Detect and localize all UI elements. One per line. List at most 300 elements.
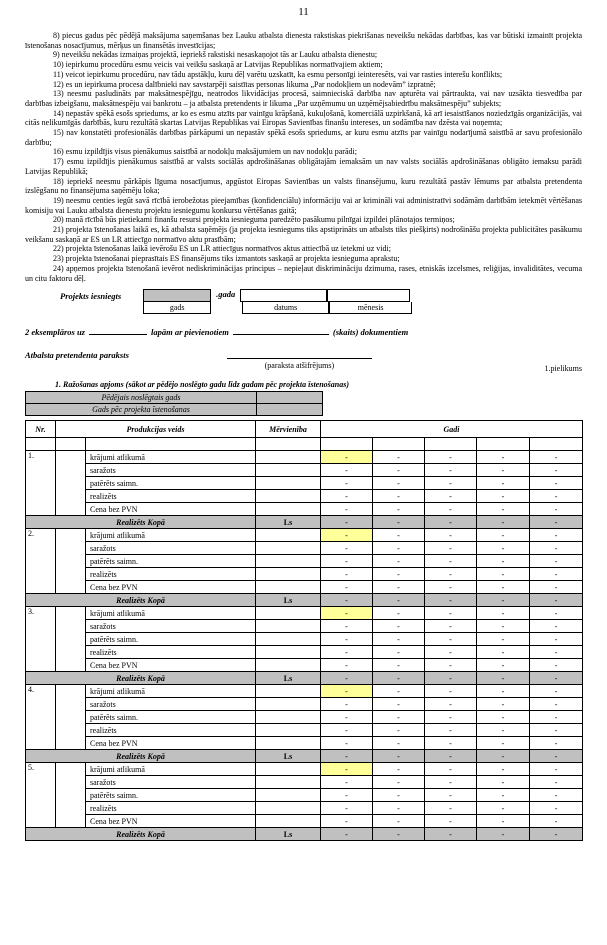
declaration-item: 24) apņemos projekta īstenošanā ievērot nediskriminācijas principus – nepieļaut diskrimināciju dzimuma, rases, etniskās izcelsmes, reliģijas, invaliditātes, vecuma un citu faktoru dēļ. bbox=[25, 263, 582, 283]
year-value-cell[interactable]: - bbox=[321, 789, 373, 802]
metric-label-cell: patērēts saimn. bbox=[86, 555, 256, 568]
year-value-cell[interactable]: - bbox=[530, 490, 583, 503]
year-value-cell[interactable]: - bbox=[425, 620, 477, 633]
year-value-cell[interactable]: - bbox=[425, 542, 477, 555]
metric-row bbox=[26, 776, 583, 789]
year-value-cell[interactable]: - bbox=[321, 711, 373, 724]
year-value-cell[interactable]: - bbox=[373, 620, 425, 633]
metric-row bbox=[26, 581, 583, 594]
year-value-cell[interactable]: - bbox=[373, 724, 425, 737]
metric-label-cell: Cena bez PVN bbox=[86, 737, 256, 750]
unit-value-cell[interactable] bbox=[256, 802, 321, 815]
year-value-cell[interactable]: - bbox=[477, 763, 530, 776]
metric-row bbox=[26, 685, 583, 698]
declaration-item: 19) neesmu centies iegūt savā rīcībā ierobežotas pieejamības (konfidenciālu) informāciju vai ar krimināli vai administratīvi sodāmām darbībām ietekmēt vērtēšanas komisiju vai Lauku atbalsta dienestu projektu iesniegumu konkursu vērtēšanas gaitā; bbox=[25, 195, 582, 215]
year-value-cell[interactable]: - bbox=[425, 789, 477, 802]
metric-label-cell: patērēts saimn. bbox=[86, 633, 256, 646]
year-value-cell[interactable]: - bbox=[321, 776, 373, 789]
project-submitted-label: Projekts iesniegts bbox=[60, 291, 122, 302]
unit-value-cell[interactable] bbox=[256, 568, 321, 581]
year-value-cell[interactable]: - bbox=[321, 815, 373, 828]
year-entry-cell[interactable] bbox=[425, 438, 477, 451]
unit-value-cell[interactable] bbox=[256, 776, 321, 789]
year-value-cell[interactable]: - bbox=[477, 724, 530, 737]
metric-label-cell: krājumi atlikumā bbox=[86, 685, 256, 698]
year-value-cell[interactable]: - bbox=[425, 581, 477, 594]
unit-value-cell[interactable] bbox=[256, 789, 321, 802]
year-value-cell[interactable]: - bbox=[373, 737, 425, 750]
year-entry-cell[interactable] bbox=[530, 438, 583, 451]
year-value-cell[interactable]: - bbox=[373, 633, 425, 646]
metric-label-cell: realizēts bbox=[86, 724, 256, 737]
day-input-box[interactable] bbox=[240, 289, 327, 302]
declaration-item: 10) iepirkumu procedūru esmu veicis vai veikšu saskaņā ar Latvijas Republikas normatīvajiem aktiem; bbox=[53, 60, 383, 70]
declaration-item: 14) nepastāv spēkā esošs spriedums, ar ko es esmu atzīts par vainīgu krāpšanā, kukuļošanā, komerciālā uzpirkšanā, kā arī iesaistīšanos noziedzīgās organizācijās, vai citās nelikumīgās darbībās, kuru rezultātā skartas Latvijas Republikas vai Eiropas Savienības finanšu intereses, un sodāmība nav dzēsta vai noņemta; bbox=[25, 108, 582, 128]
total-year-value-cell: - bbox=[321, 594, 373, 607]
metric-label-cell: realizēts bbox=[86, 490, 256, 503]
totals-label-cell: Realizēts Kopā bbox=[26, 594, 256, 607]
year-value-cell[interactable]: - bbox=[530, 724, 583, 737]
year-value-cell[interactable]: - bbox=[425, 464, 477, 477]
metric-label-cell: saražots bbox=[86, 464, 256, 477]
declaration-item: 22) projekta īstenošanas laikā ievērošu ES un LR attiecīgus normatīvos aktus attiecībā uz ietekmi uz vidi; bbox=[53, 244, 391, 254]
year-value-cell[interactable]: - bbox=[373, 646, 425, 659]
year-value-cell[interactable]: - bbox=[477, 659, 530, 672]
year-value-cell[interactable]: - bbox=[425, 698, 477, 711]
year-value-cell[interactable]: - bbox=[425, 529, 477, 542]
copies-prefix-label: 2 eksemplāros uz bbox=[25, 327, 85, 338]
unit-value-cell[interactable] bbox=[256, 503, 321, 516]
total-year-value-cell: - bbox=[477, 828, 530, 841]
project-submitted-row bbox=[60, 289, 582, 314]
year-value-cell[interactable]: - bbox=[373, 503, 425, 516]
highlighted-year-cell[interactable]: - bbox=[321, 763, 373, 776]
year-value-cell[interactable]: - bbox=[425, 763, 477, 776]
year-value-cell[interactable]: - bbox=[477, 633, 530, 646]
pages-count-fill-line[interactable] bbox=[89, 325, 147, 335]
year-value-cell[interactable]: - bbox=[530, 763, 583, 776]
row-number-cell: 1. bbox=[26, 451, 56, 516]
metric-row bbox=[26, 815, 583, 828]
metric-label-cell: saražots bbox=[86, 620, 256, 633]
year-value-cell[interactable]: - bbox=[477, 477, 530, 490]
totals-row bbox=[26, 516, 583, 529]
year-input-box[interactable] bbox=[143, 289, 211, 302]
year-value-cell[interactable]: - bbox=[425, 737, 477, 750]
declaration-item: 18) iepriekš neesmu pārkāpis līguma nosacījumus, apgūstot Eiropas Savienības un valsts finansējumu, kuru rezultātā pastāv lēmums par atbalsta pretendenta izslēgšanu no finansējuma saņēmēju loka; bbox=[25, 176, 582, 196]
year-entry-cell[interactable] bbox=[477, 438, 530, 451]
submission-form bbox=[25, 289, 582, 370]
total-year-value-cell: - bbox=[477, 672, 530, 685]
metric-label-cell: realizēts bbox=[86, 802, 256, 815]
product-type-cell[interactable] bbox=[56, 763, 86, 828]
total-year-value-cell: - bbox=[530, 750, 583, 763]
year-value-cell[interactable]: - bbox=[321, 568, 373, 581]
unit-value-cell[interactable] bbox=[256, 659, 321, 672]
totals-label-cell: Realizēts Kopā bbox=[26, 750, 256, 763]
year-value-cell[interactable]: - bbox=[530, 698, 583, 711]
highlighted-year-cell[interactable]: - bbox=[321, 451, 373, 464]
metric-row bbox=[26, 763, 583, 776]
declaration-item: 16) esmu izpildījis visus pienākumus saistībā ar nodokļu maksājumiem un nav nodokļu parādi; bbox=[53, 147, 357, 157]
unit-value-cell[interactable] bbox=[256, 607, 321, 620]
metric-row bbox=[26, 711, 583, 724]
unit-value-cell[interactable] bbox=[256, 737, 321, 750]
metric-row bbox=[26, 698, 583, 711]
year-value-cell[interactable]: - bbox=[477, 451, 530, 464]
year-value-cell[interactable]: - bbox=[373, 815, 425, 828]
col-header-product: Produkcijas veids bbox=[56, 421, 256, 438]
product-type-cell[interactable] bbox=[56, 451, 86, 516]
row-number-cell: 4. bbox=[26, 685, 56, 750]
metric-label-cell: Cena bez PVN bbox=[86, 581, 256, 594]
unit-value-cell[interactable] bbox=[256, 477, 321, 490]
year-value-cell[interactable]: - bbox=[373, 763, 425, 776]
page-number: 11 bbox=[298, 6, 309, 18]
gada-label: .gada bbox=[216, 289, 236, 300]
declaration-item: 12) es un iepirkuma procesa dalībnieki nav savstarpēji saistītas personas likuma „Par nodokļiem un nodevām” izpratnē; bbox=[53, 79, 436, 89]
year-value-cell[interactable]: - bbox=[425, 503, 477, 516]
year-value-cell[interactable]: - bbox=[425, 607, 477, 620]
metric-label-cell: krājumi atlikumā bbox=[86, 451, 256, 464]
year-row-label: Gads pēc projekta īstenošanas bbox=[26, 404, 257, 416]
year-value-cell[interactable]: - bbox=[373, 529, 425, 542]
production-volume-table bbox=[25, 420, 583, 841]
unit-value-cell[interactable] bbox=[256, 815, 321, 828]
year-value-cell[interactable]: - bbox=[477, 555, 530, 568]
year-value-cell[interactable]: - bbox=[373, 789, 425, 802]
year-value-cell[interactable]: - bbox=[373, 698, 425, 711]
declaration-item: 13) neesmu pasludināts par maksātnespējīgu, neatrodos likvidācijas procesā, saimnieciskā darbība nav apturēta vai pārtraukta, vai nav uzsākta tiesvedība par darbības izbeigšanu, maksātnespēju vai bankrotu – ja atbalsta pretendents ir likuma „Par uzņēmumu un uzņēmējsabiedrību maksātnespēju” subjekts; bbox=[25, 89, 582, 108]
year-value-cell[interactable]: - bbox=[321, 737, 373, 750]
totals-label-cell: Realizēts Kopā bbox=[26, 828, 256, 841]
year-value-cell[interactable]: - bbox=[477, 542, 530, 555]
year-value-cell[interactable]: - bbox=[530, 633, 583, 646]
year-value-cell[interactable]: - bbox=[477, 581, 530, 594]
col-header-nr: Nr. bbox=[26, 421, 56, 438]
metric-label-cell: Cena bez PVN bbox=[86, 659, 256, 672]
year-value-cell[interactable]: - bbox=[530, 607, 583, 620]
year-row-value[interactable] bbox=[257, 404, 323, 416]
total-year-value-cell: - bbox=[373, 516, 425, 529]
metric-row bbox=[26, 490, 583, 503]
year-value-cell[interactable]: - bbox=[373, 542, 425, 555]
production-table-title: 1. Ražošanas apjoms (sākot ar pēdējo noslēgto gadu līdz gadam pēc projekta īstenošanas) bbox=[55, 380, 350, 390]
col-header-unit: Mērvienība bbox=[256, 421, 321, 438]
metric-row bbox=[26, 737, 583, 750]
year-value-cell[interactable]: - bbox=[373, 802, 425, 815]
declaration-item: 15) nav konstatēti profesionālās darbības pārkāpumi un nepastāv spēkā esošs spriedums, ar kuru esmu atzīts par vainīgu nodarījumā saistībā ar savu profesionālo darbību; bbox=[25, 128, 582, 147]
total-year-value-cell: - bbox=[530, 516, 583, 529]
total-year-value-cell: - bbox=[373, 594, 425, 607]
empty-cell bbox=[56, 438, 86, 451]
total-year-value-cell: - bbox=[321, 516, 373, 529]
year-value-cell[interactable]: - bbox=[530, 477, 583, 490]
metric-label-cell: realizēts bbox=[86, 646, 256, 659]
total-year-value-cell: - bbox=[321, 750, 373, 763]
row-number-cell: 2. bbox=[26, 529, 56, 594]
year-value-cell[interactable]: - bbox=[530, 802, 583, 815]
year-row-value[interactable] bbox=[257, 392, 323, 404]
metric-label-cell: krājumi atlikumā bbox=[86, 763, 256, 776]
year-value-cell[interactable]: - bbox=[425, 659, 477, 672]
year-value-cell[interactable]: - bbox=[373, 451, 425, 464]
date-entry-labels bbox=[143, 302, 412, 314]
documents-count-fill-line[interactable] bbox=[233, 325, 329, 335]
year-value-cell[interactable]: - bbox=[477, 698, 530, 711]
total-year-value-cell: - bbox=[425, 750, 477, 763]
date-entry-boxes bbox=[143, 289, 412, 302]
metric-row bbox=[26, 646, 583, 659]
year-value-cell[interactable]: - bbox=[321, 503, 373, 516]
declaration-item: 11) veicot iepirkumu procedūru, nav tādu apstākļu, kuru dēļ varētu uzskatīt, ka esmu personīgi ieinteresēts, vai var rasties interešu konflikts; bbox=[53, 69, 503, 79]
year-value-cell[interactable]: - bbox=[321, 633, 373, 646]
metric-label-cell: patērēts saimn. bbox=[86, 711, 256, 724]
year-value-cell[interactable]: - bbox=[477, 815, 530, 828]
year-value-cell[interactable]: - bbox=[477, 802, 530, 815]
product-type-cell[interactable] bbox=[56, 685, 86, 750]
total-year-value-cell: - bbox=[373, 750, 425, 763]
declaration-item: 9) neveikšu nekādas izmaiņas projektā, iepriekš rakstiski nesaskaņojot tās ar Lauku atbalsta dienestu; bbox=[53, 50, 378, 60]
year-value-cell[interactable]: - bbox=[530, 776, 583, 789]
total-year-value-cell: - bbox=[530, 594, 583, 607]
year-value-cell[interactable]: - bbox=[477, 737, 530, 750]
year-value-cell[interactable]: - bbox=[373, 555, 425, 568]
year-value-cell[interactable]: - bbox=[477, 776, 530, 789]
signature-hint: (paraksta atšifrējums) bbox=[264, 361, 335, 371]
empty-cell bbox=[256, 438, 321, 451]
year-value-cell[interactable]: - bbox=[530, 685, 583, 698]
year-value-cell[interactable]: - bbox=[530, 529, 583, 542]
total-year-value-cell: - bbox=[425, 828, 477, 841]
total-year-value-cell: - bbox=[530, 672, 583, 685]
date-label-gap bbox=[211, 302, 242, 314]
year-value-cell[interactable]: - bbox=[373, 776, 425, 789]
year-value-cell[interactable]: - bbox=[530, 581, 583, 594]
year-value-cell[interactable]: - bbox=[530, 464, 583, 477]
signature-area bbox=[227, 350, 372, 370]
year-value-cell[interactable]: - bbox=[321, 724, 373, 737]
metric-label-cell: realizēts bbox=[86, 568, 256, 581]
date-entry-area bbox=[143, 289, 412, 314]
year-value-cell[interactable]: - bbox=[425, 724, 477, 737]
metric-row bbox=[26, 724, 583, 737]
year-value-cell[interactable]: - bbox=[530, 711, 583, 724]
unit-value-cell[interactable] bbox=[256, 646, 321, 659]
totals-unit-cell: Ls bbox=[256, 828, 321, 841]
year-value-cell[interactable]: - bbox=[321, 477, 373, 490]
year-value-cell[interactable]: - bbox=[477, 789, 530, 802]
copies-row bbox=[25, 325, 582, 337]
metric-row bbox=[26, 477, 583, 490]
year-value-cell[interactable]: - bbox=[321, 620, 373, 633]
signature-line[interactable] bbox=[227, 350, 372, 359]
year-value-cell[interactable]: - bbox=[530, 503, 583, 516]
highlighted-year-cell[interactable]: - bbox=[321, 685, 373, 698]
year-value-cell[interactable]: - bbox=[530, 646, 583, 659]
year-value-cell[interactable]: - bbox=[477, 503, 530, 516]
totals-unit-cell: Ls bbox=[256, 750, 321, 763]
metric-row bbox=[26, 529, 583, 542]
metric-label-cell: patērēts saimn. bbox=[86, 789, 256, 802]
product-type-cell[interactable] bbox=[56, 607, 86, 672]
year-value-cell[interactable]: - bbox=[321, 698, 373, 711]
year-value-cell[interactable]: - bbox=[425, 776, 477, 789]
year-value-cell[interactable]: - bbox=[373, 477, 425, 490]
year-value-cell[interactable]: - bbox=[321, 555, 373, 568]
metric-row bbox=[26, 620, 583, 633]
year-value-cell[interactable]: - bbox=[477, 646, 530, 659]
year-value-cell[interactable]: - bbox=[477, 568, 530, 581]
year-value-cell[interactable]: - bbox=[373, 490, 425, 503]
metric-label-cell: krājumi atlikumā bbox=[86, 607, 256, 620]
metric-label-cell: patērēts saimn. bbox=[86, 477, 256, 490]
year-value-cell[interactable]: - bbox=[477, 685, 530, 698]
year-value-cell[interactable]: - bbox=[373, 568, 425, 581]
year-value-cell[interactable]: - bbox=[477, 607, 530, 620]
year-value-cell[interactable]: - bbox=[425, 490, 477, 503]
year-value-cell[interactable]: - bbox=[530, 659, 583, 672]
table-header-row bbox=[26, 421, 583, 438]
unit-value-cell[interactable] bbox=[256, 698, 321, 711]
unit-value-cell[interactable] bbox=[256, 633, 321, 646]
metric-row bbox=[26, 568, 583, 581]
reference-years-table bbox=[25, 391, 323, 416]
metric-label-cell: saražots bbox=[86, 542, 256, 555]
year-value-cell[interactable]: - bbox=[321, 581, 373, 594]
year-value-cell[interactable]: - bbox=[425, 451, 477, 464]
unit-value-cell[interactable] bbox=[256, 685, 321, 698]
year-entry-cell[interactable] bbox=[373, 438, 425, 451]
year-row-label: Pēdējais noslēgtais gads bbox=[26, 392, 257, 404]
metric-label-cell: saražots bbox=[86, 698, 256, 711]
gads-label: gads bbox=[143, 302, 211, 314]
row-number-cell: 5. bbox=[26, 763, 56, 828]
totals-unit-cell: Ls bbox=[256, 516, 321, 529]
product-type-cell[interactable] bbox=[56, 529, 86, 594]
unit-value-cell[interactable] bbox=[256, 711, 321, 724]
unit-value-cell[interactable] bbox=[256, 464, 321, 477]
year-value-cell[interactable]: - bbox=[477, 529, 530, 542]
total-year-value-cell: - bbox=[425, 594, 477, 607]
unit-value-cell[interactable] bbox=[256, 581, 321, 594]
year-value-cell[interactable]: - bbox=[425, 685, 477, 698]
unit-value-cell[interactable] bbox=[256, 555, 321, 568]
year-value-cell[interactable]: - bbox=[321, 490, 373, 503]
year-value-cell[interactable]: - bbox=[425, 711, 477, 724]
unit-value-cell[interactable] bbox=[256, 529, 321, 542]
metric-row bbox=[26, 802, 583, 815]
year-value-cell[interactable]: - bbox=[477, 711, 530, 724]
year-value-cell[interactable]: - bbox=[530, 568, 583, 581]
totals-label-cell: Realizēts Kopā bbox=[26, 516, 256, 529]
year-value-cell[interactable]: - bbox=[425, 568, 477, 581]
year-value-cell[interactable]: - bbox=[321, 542, 373, 555]
year-value-cell[interactable]: - bbox=[321, 659, 373, 672]
total-year-value-cell: - bbox=[321, 672, 373, 685]
year-row bbox=[26, 392, 323, 404]
year-value-cell[interactable]: - bbox=[373, 685, 425, 698]
metric-row bbox=[26, 542, 583, 555]
total-year-value-cell: - bbox=[425, 672, 477, 685]
year-entry-row bbox=[26, 438, 583, 451]
year-value-cell[interactable]: - bbox=[425, 555, 477, 568]
year-value-cell[interactable]: - bbox=[477, 490, 530, 503]
unit-value-cell[interactable] bbox=[256, 724, 321, 737]
year-value-cell[interactable]: - bbox=[530, 815, 583, 828]
totals-row bbox=[26, 672, 583, 685]
unit-value-cell[interactable] bbox=[256, 763, 321, 776]
year-value-cell[interactable]: - bbox=[425, 477, 477, 490]
datums-label: datums bbox=[242, 302, 329, 314]
total-year-value-cell: - bbox=[530, 828, 583, 841]
year-value-cell[interactable]: - bbox=[373, 581, 425, 594]
totals-unit-cell: Ls bbox=[256, 594, 321, 607]
unit-value-cell[interactable] bbox=[256, 490, 321, 503]
year-value-cell[interactable]: - bbox=[321, 464, 373, 477]
highlighted-year-cell[interactable]: - bbox=[321, 607, 373, 620]
totals-row bbox=[26, 594, 583, 607]
year-value-cell[interactable]: - bbox=[321, 646, 373, 659]
total-year-value-cell: - bbox=[477, 750, 530, 763]
year-value-cell[interactable]: - bbox=[530, 542, 583, 555]
unit-value-cell[interactable] bbox=[256, 451, 321, 464]
year-value-cell[interactable]: - bbox=[425, 815, 477, 828]
year-value-cell[interactable]: - bbox=[530, 789, 583, 802]
unit-value-cell[interactable] bbox=[256, 542, 321, 555]
highlighted-year-cell[interactable]: - bbox=[321, 529, 373, 542]
totals-row bbox=[26, 828, 583, 841]
totals-label-cell: Realizēts Kopā bbox=[26, 672, 256, 685]
metric-row bbox=[26, 464, 583, 477]
year-value-cell[interactable]: - bbox=[477, 620, 530, 633]
metric-row bbox=[26, 555, 583, 568]
declaration-item: 23) projekta īstenošanai pieprasītais ES finansējums tiks izmantots saskaņā ar projekta iesnieguma aprakstu; bbox=[53, 254, 400, 264]
annex-label: 1.pielikums bbox=[544, 364, 582, 374]
unit-value-cell[interactable] bbox=[256, 620, 321, 633]
declaration-item: 21) projekta īstenošanas laikā es, kā atbalsta saņēmējs (ja projekta iesniegums tiks apstiprināts un atbalsts tiks piešķirts) nodrošināšu projekta publicitātes pasākumu veikšanu saskaņā ar ES un LR attiecīgo normatīvo aktu prasībām; bbox=[25, 225, 582, 244]
col-header-years: Gadi bbox=[321, 421, 583, 438]
year-value-cell[interactable]: - bbox=[425, 802, 477, 815]
total-year-value-cell: - bbox=[477, 516, 530, 529]
declaration-item: 17) esmu izpildījis pienākumus saistībā ar valsts sociālās apdrošināšanas obligātajām iemaksām un nav valsts sociālās apdrošināšanas obligāto iemaksu parādi Latvijas Republikā; bbox=[25, 157, 582, 176]
copies-mid-label: lapām ar pievienotiem bbox=[150, 327, 229, 338]
year-value-cell[interactable]: - bbox=[373, 659, 425, 672]
total-year-value-cell: - bbox=[425, 516, 477, 529]
year-value-cell[interactable]: - bbox=[373, 607, 425, 620]
metric-row bbox=[26, 607, 583, 620]
metric-row bbox=[26, 503, 583, 516]
metric-row bbox=[26, 659, 583, 672]
year-value-cell[interactable]: - bbox=[373, 464, 425, 477]
year-value-cell[interactable]: - bbox=[373, 711, 425, 724]
total-year-value-cell: - bbox=[373, 672, 425, 685]
total-year-value-cell: - bbox=[477, 594, 530, 607]
year-value-cell[interactable]: - bbox=[530, 555, 583, 568]
year-value-cell[interactable]: - bbox=[477, 464, 530, 477]
metric-label-cell: Cena bez PVN bbox=[86, 815, 256, 828]
year-entry-cell[interactable] bbox=[321, 438, 373, 451]
year-value-cell[interactable]: - bbox=[530, 620, 583, 633]
total-year-value-cell: - bbox=[373, 828, 425, 841]
metric-row bbox=[26, 789, 583, 802]
year-value-cell[interactable]: - bbox=[425, 646, 477, 659]
year-value-cell[interactable]: - bbox=[321, 802, 373, 815]
year-value-cell[interactable]: - bbox=[530, 451, 583, 464]
month-input-box[interactable] bbox=[327, 289, 410, 302]
year-value-cell[interactable]: - bbox=[530, 737, 583, 750]
year-value-cell[interactable]: - bbox=[425, 633, 477, 646]
